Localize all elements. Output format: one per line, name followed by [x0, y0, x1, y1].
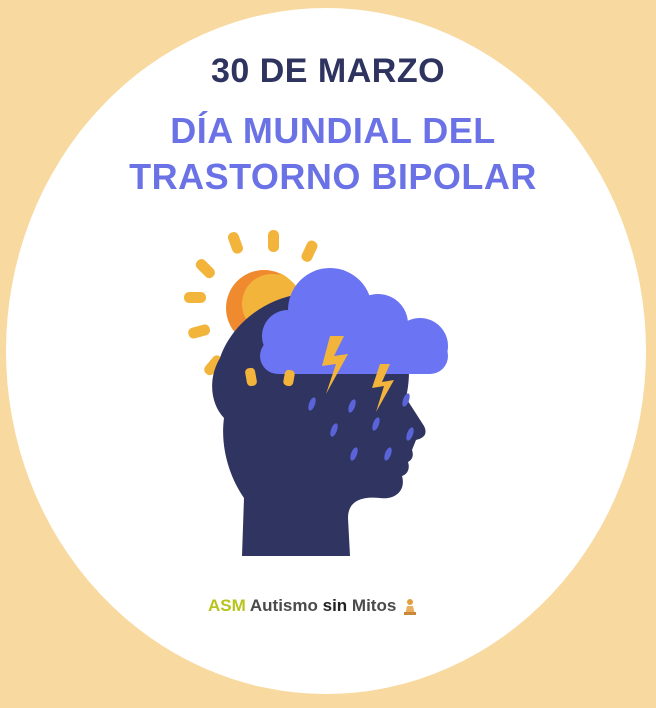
event-date: 30 DE MARZO	[210, 52, 446, 90]
event-title-line-2: TRASTORNO BIPOLAR	[129, 156, 537, 197]
brand-word-sin: sin	[322, 596, 348, 615]
head-storm-illustration	[180, 228, 460, 558]
brand-asm: ASM	[208, 596, 246, 615]
puzzle-figure-icon	[403, 598, 417, 616]
brand-signature	[208, 596, 417, 616]
event-title-line-1: DÍA MUNDIAL DEL	[170, 110, 496, 151]
brand-word-autismo: Autismo	[249, 596, 318, 615]
brand-word-mitos: Mitos	[351, 596, 397, 615]
